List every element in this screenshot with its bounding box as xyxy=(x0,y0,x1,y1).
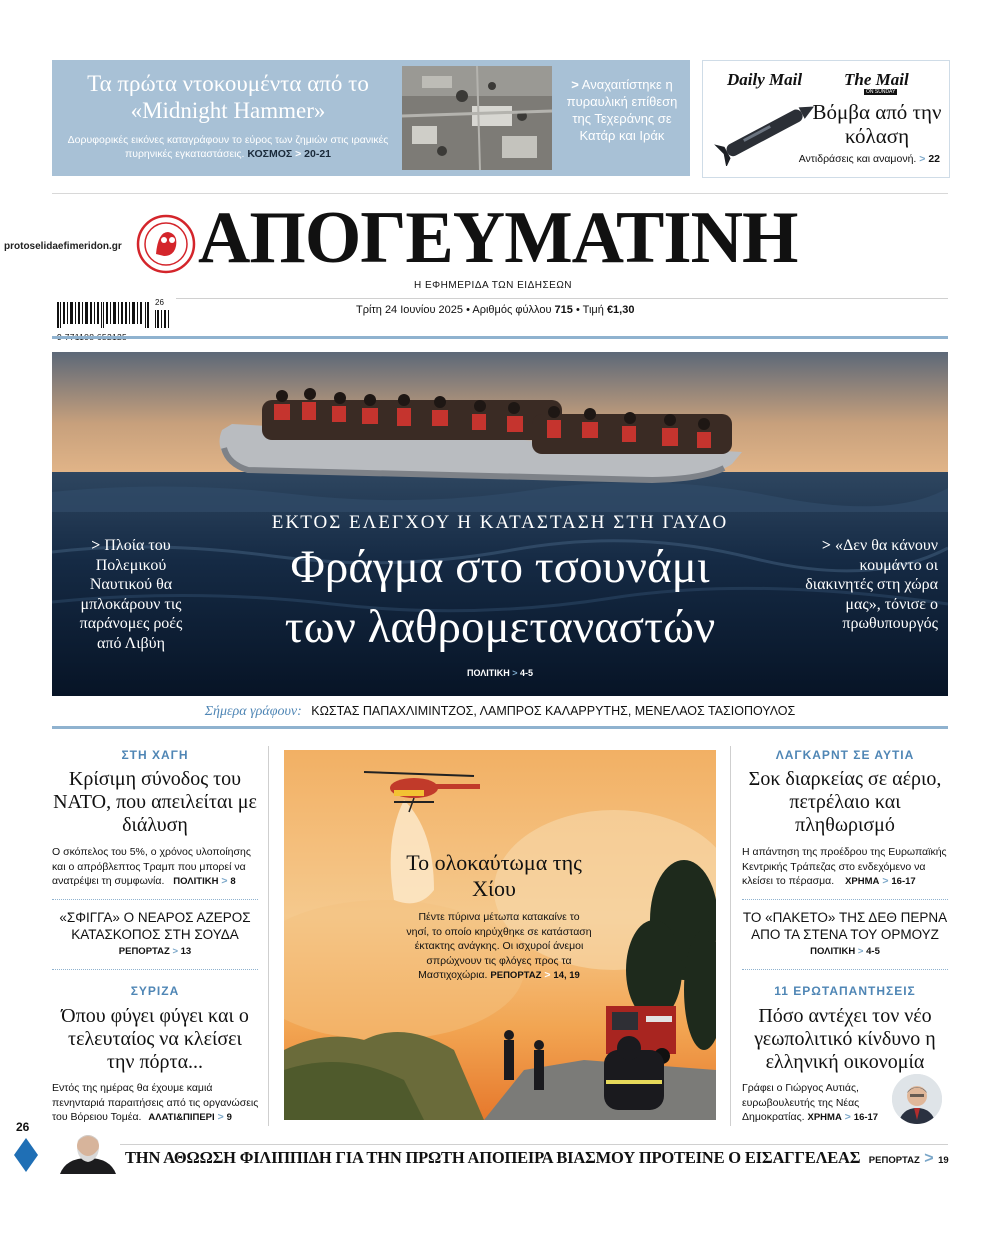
site-watermark: protoselidaefimeridon.gr xyxy=(4,241,122,252)
top-left-subtitle: Δορυφορικές εικόνες καταγράφουν το εύρος των ζημιών στις ιρανικές πυρηνικές εγκαταστάσεις. ΚΟΣΜΟΣ > 20-21 xyxy=(67,134,389,160)
left-s2-ref: ΡΕΠΟΡΤΑΖ > 13 xyxy=(118,946,192,957)
col-rule-left xyxy=(268,746,269,1126)
lead-headline-2[interactable]: των λαθρομεταναστών xyxy=(284,601,716,653)
left-s3-rubric: ΣΥΡΙΖΑ xyxy=(130,984,180,998)
right-s2-ref: ΠΟΛΙΤΙΚΗ > 4-5 xyxy=(810,946,880,957)
right-sep-2 xyxy=(742,969,948,970)
lead-left-side: > Πλοία του Πολεμικού Ναυτικού θα μπλοκάρουν τις παράνομες ροές από Λιβύη xyxy=(79,537,183,652)
writers-rule xyxy=(52,726,948,729)
lead-headline-1[interactable]: Φράγμα στο τσουνάμι xyxy=(290,541,710,593)
left-sep-1 xyxy=(52,899,258,900)
lead-ref: ΠΟΛΙΤΙΚΗ > 4-5 xyxy=(466,668,534,678)
right-sep-1 xyxy=(742,899,948,900)
writers-line: Σήμερα γράφουν: ΚΩΣΤΑΣ ΠΑΠΑΧΛΙΜΙΝΤΖΟΣ, ΛΑΜΠΡΟΣ ΚΑΛΑΡΡΥΤΗΣ, ΜΕΝΕΛΑΟΣ ΤΑΣΙΟΠΟΥΛΟΣ xyxy=(204,704,796,719)
masthead-logo-emblem xyxy=(136,214,196,274)
left-s1-title[interactable]: Κρίσιμη σύνοδος του ΝΑΤΟ, που απειλείται με διάλυση xyxy=(53,768,257,836)
lead-kicker: ΕΚΤΟΣ ΕΛΕΓΧΟΥ Η ΚΑΤΑΣΤΑΣΗ ΣΤΗ ΓΑΥΔΟ xyxy=(271,512,729,533)
center-title[interactable]: Το ολοκαύτωμα της Χίου xyxy=(406,850,582,901)
right-s3-rubric: 11 ΕΡΩΤΑΠΑΝΤΗΣΕΙΣ xyxy=(774,984,916,998)
bottom-headline[interactable]: ΤΗΝ ΑΘΩΩΣΗ ΦΙΛΙΠΠΙΔΗ ΓΙΑ ΤΗΝ ΠΡΩΤΗ ΑΠΟΠΕΙΡΑ ΒΙΑΣΜΟΥ ΠΡΟΤΕΙΝΕ Ο ΕΙΣΑΓΓΕΛΕΑΣ ΡΕΠΟΡΤΑΖ > 19 xyxy=(125,1148,949,1167)
masthead-title: ΑΠΟΓΕΥΜΑΤΙΝΗ xyxy=(198,197,798,279)
barcode xyxy=(57,302,172,342)
top-left-ref-section: ΚΟΣΜΟΣ xyxy=(247,148,293,160)
top-mid-teaser[interactable]: > Αναχαιτίστηκε η πυραυλική επίθεση της Τεχεράνης σε Κατάρ και Ιράκ xyxy=(566,77,678,143)
bottom-photo xyxy=(56,1126,120,1174)
masthead-rule xyxy=(52,336,948,339)
left-s2-title[interactable]: «ΣΦΙΓΓΑ» Ο ΝΕΑΡΟΣ ΑΖΕΡΟΣ ΚΑΤΑΣΚΟΠΟΣ ΣΤΗ ΣΟΥΔΑ xyxy=(59,910,251,942)
issue-info: Τρίτη 24 Ιουνίου 2025 • Αριθμός φύλλου 715 • Τιμή €1,30 xyxy=(356,304,635,316)
left-s3-title[interactable]: Όπου φύγει φύγει και ο τελευταίος να κλείσει την πόρτα... xyxy=(61,1005,249,1073)
top-right-title: Βόμβα από την κόλαση xyxy=(812,100,942,148)
top-left-ref-pages: 20-21 xyxy=(304,148,332,160)
page-marker-diamond xyxy=(14,1138,38,1172)
top-rule xyxy=(52,193,948,194)
price: €1,30 xyxy=(606,304,635,316)
center-story[interactable] xyxy=(284,750,716,1120)
right-s3-title[interactable]: Πόσο αντέχει τον νέο γεωπολιτικό κίνδυνο η ελληνική οικονομία xyxy=(754,1005,936,1073)
page-number: 26 xyxy=(16,1120,30,1134)
barcode-digits: 9 771108 652125 xyxy=(57,332,128,342)
masthead-rule-upper xyxy=(176,298,948,299)
the-mail-logo: The Mail xyxy=(844,70,909,89)
writers-names: ΚΩΣΤΑΣ ΠΑΠΑΧΛΙΜΙΝΤΖΟΣ, ΛΑΜΠΡΟΣ ΚΑΛΑΡΡΥΤΗΣ, ΜΕΝΕΛΑΟΣ ΤΑΣΙΟΠΟΥΛΟΣ xyxy=(311,704,796,718)
issue-number: 715 xyxy=(554,304,573,316)
left-sep-2 xyxy=(52,969,258,970)
bottom-rule xyxy=(120,1144,948,1145)
right-s3-body: Γράφει ο Γιώργος Αυτιάς, ευρωβουλευτής της Νέας Δημοκρατίας. ΧΡΗΜΑ > 16-17 xyxy=(742,1082,879,1123)
top-right-sub: Αντιδράσεις και αναμονή. > 22 xyxy=(798,153,940,165)
right-s2-title[interactable]: ΤΟ «ΠΑΚΕΤΟ» ΤΗΣ ΔΕΘ ΠΕΡΝΑ ΑΠΟ ΤΑ ΣΤΕΝΑ ΤΟΥ ΟΡΜΟΥΖ xyxy=(742,910,948,942)
left-s1-body: Ο σκόπελος του 5%, ο χρόνος υλοποίησης και ο απρόβλεπτος Τραμπ που μπορεί να ανατρέψει τη συμφωνία. ΠΟΛΙΤΙΚΗ > 8 xyxy=(52,846,251,887)
right-s1-rubric: ΛΑΓΚΑΡΝΤ ΣΕ ΑΥΤΙΑ xyxy=(775,748,915,762)
masthead-tagline: Η ΕΦΗΜΕΡΙΔΑ ΤΩΝ ΕΙΔΗΣΕΩΝ xyxy=(414,280,573,291)
daily-mail-logo: Daily Mail xyxy=(727,70,803,89)
barcode-issue: 26 xyxy=(155,298,164,307)
author-avatar xyxy=(892,1074,942,1124)
left-s3-body: Εντός της ημέρας θα έχουμε καμιά πενηνταριά παραιτήσεις από τις οργανώσεις του Βόρειου Τομέα. ΑΛΑΤΙ&ΠΙΠΕΡΙ > 9 xyxy=(52,1082,259,1123)
satellite-image xyxy=(402,66,552,170)
the-mail-logo-sub: ON SUNDAY xyxy=(866,89,896,95)
top-right-page: 22 xyxy=(928,153,940,165)
right-s1-body: Η απάντηση της προέδρου της Ευρωπαϊκής Κεντρικής Τράπεζας στο ενδεχόμενο να κλείσει το πέρασμα. ΧΡΗΜΑ > 16-17 xyxy=(742,846,947,887)
top-left-title: Τα πρώτα ντοκουμέντα από το «Midnight Hammer» xyxy=(87,71,369,123)
right-s1-title[interactable]: Σοκ διαρκείας σε αέριο, πετρέλαιο και πληθωρισμό xyxy=(748,768,942,836)
col-rule-right xyxy=(730,746,731,1126)
left-s1-rubric: ΣΤΗ ΧΑΓΗ xyxy=(121,748,189,762)
center-body: Πέντε πύρινα μέτωπα κατακαίνε το νησί, το οποίο κηρύχθηκε σε κατάσταση έκτακτης ανάγκης. Οι ισχυροί άνεμοι σπρώχνουν τις φλόγες προς τα Μαστιχοχώρια. ΡΕΠΟΡΤΑΖ > 14, 19 xyxy=(406,911,592,981)
lead-right-side: > «Δεν θα κάνουν κουμάντο οι διακινητές στη χώρα μας», τόνισε ο πρωθυπουργός xyxy=(805,537,938,632)
